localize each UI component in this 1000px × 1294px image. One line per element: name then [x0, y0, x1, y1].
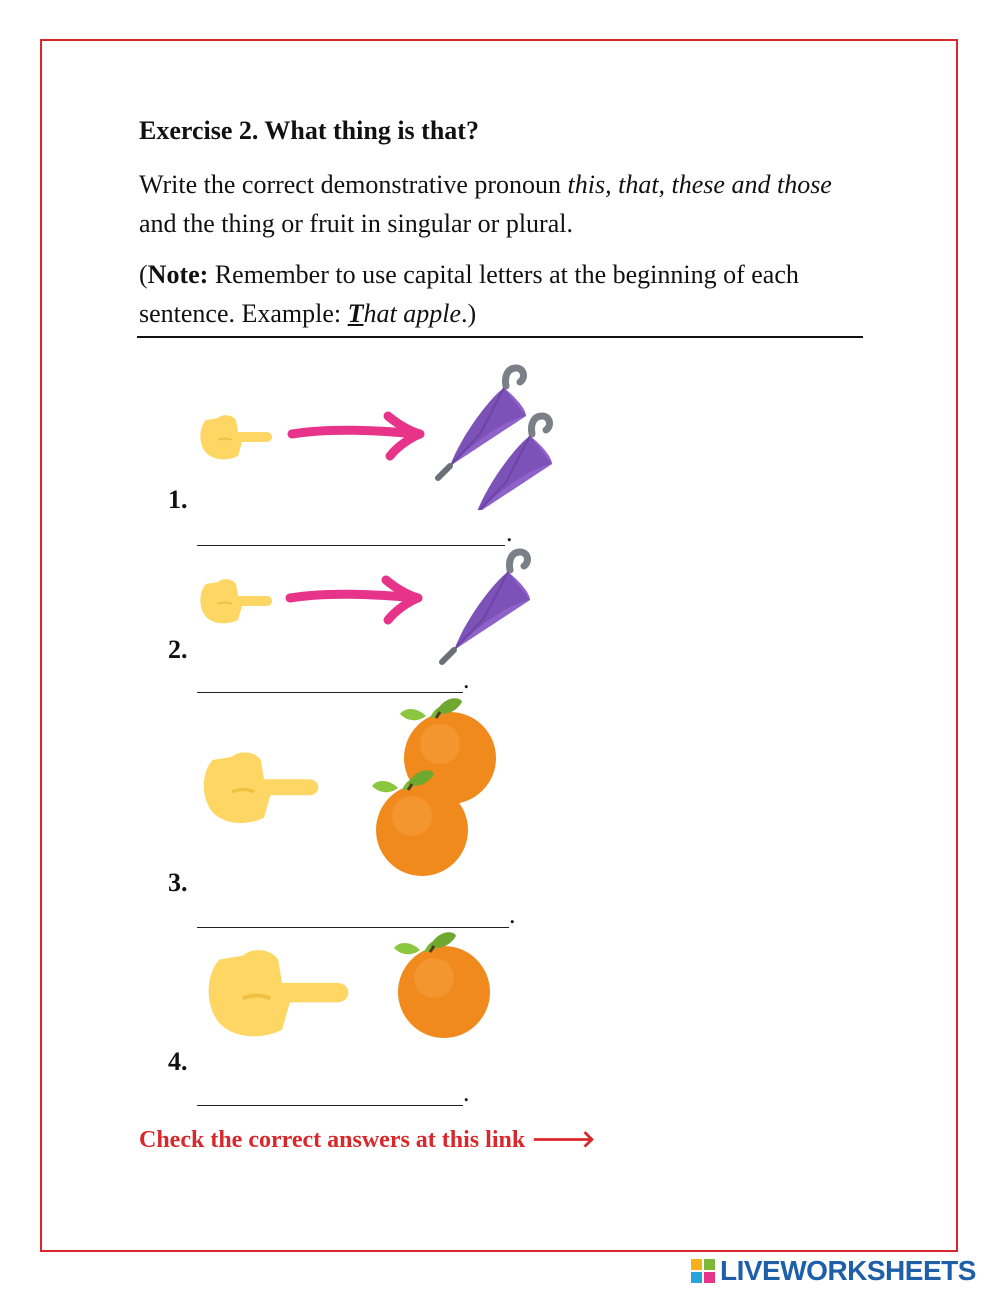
item-2-picture [198, 548, 568, 668]
item-4-answer-line [197, 1105, 463, 1106]
item-3-answer-input[interactable] [197, 897, 509, 927]
instruction-text: Write the correct demonstrative pronoun this, that, these and those and the thing or fruit in singular or plural. [139, 170, 832, 238]
item-1-answer-input[interactable] [197, 515, 505, 545]
item-3-picture [200, 694, 510, 890]
item-1-answer-line [197, 545, 505, 546]
note-text: (Note: Remember to use capital letters at the beginning of each sentence. Example: That apple.) [139, 260, 799, 328]
item-4-period: . [463, 1078, 470, 1107]
item-3-answer-line [197, 927, 509, 928]
arrow-right-icon: 🡒 [531, 1125, 596, 1153]
item-4-number: 4. [168, 1047, 188, 1076]
item-1-picture [198, 350, 568, 510]
item-2-answer-input[interactable] [197, 662, 463, 692]
item-4-answer-input[interactable] [197, 1075, 463, 1105]
answers-link[interactable]: Check the correct answers at this link 🡒 [139, 1125, 596, 1153]
item-3-number: 3. [168, 868, 188, 897]
brand-name: LIVEWORKSHEETS [720, 1255, 976, 1286]
item-1-number: 1. [168, 485, 188, 514]
item-2-period: . [463, 665, 470, 694]
item-1-period: . [506, 518, 513, 547]
liveworksheets-logo-icon [690, 1258, 716, 1284]
item-2-answer-line [197, 692, 463, 693]
brand-footer [690, 1255, 976, 1287]
divider [137, 336, 863, 338]
exercise-title: Exercise 2. What thing is that? [139, 116, 479, 145]
item-4-picture [204, 932, 514, 1072]
item-2-number: 2. [168, 635, 188, 664]
item-3-period: . [509, 900, 516, 929]
